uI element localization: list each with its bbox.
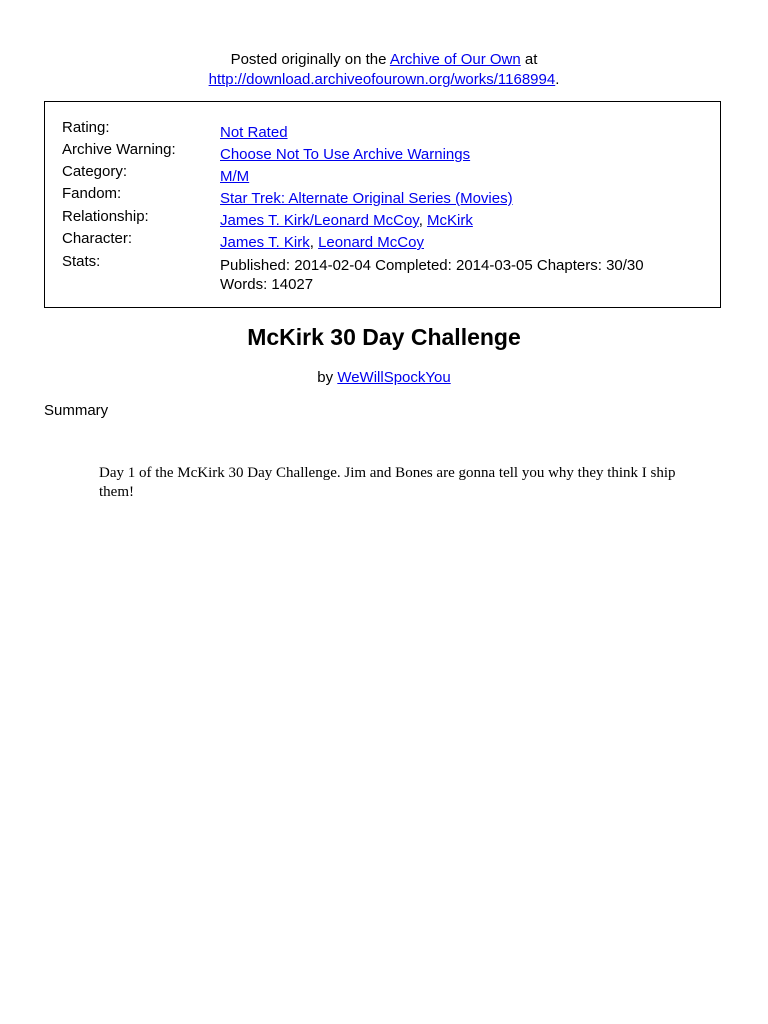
archive-of-our-own-link[interactable]: Archive of Our Own bbox=[389, 51, 521, 68]
category-label: Category: bbox=[62, 163, 128, 180]
category-value-container bbox=[220, 166, 690, 188]
archive-warning-label: Archive Warning: bbox=[62, 141, 176, 158]
character-separator: , bbox=[309, 234, 319, 251]
stats-label: Stats: bbox=[62, 253, 101, 270]
stats-line-2: Words: 14027 bbox=[220, 276, 314, 293]
byline-prefix: by bbox=[317, 369, 338, 386]
stats-line-1: Published: 2014-02-04 Completed: 2014-03-05 Chapters: 30/30 bbox=[220, 257, 644, 274]
posted-header bbox=[0, 50, 768, 90]
work-metadata-box bbox=[44, 101, 721, 308]
character-link-mccoy[interactable]: Leonard McCoy bbox=[318, 234, 424, 251]
rating-value-container bbox=[220, 122, 690, 144]
rating-link[interactable]: Not Rated bbox=[220, 124, 288, 141]
relationship-link-kirk-mccoy[interactable]: James T. Kirk/Leonard McCoy bbox=[220, 212, 419, 229]
header-middle: at bbox=[520, 51, 538, 68]
archive-warning-value-container bbox=[220, 144, 690, 166]
category-link[interactable]: M/M bbox=[220, 168, 250, 185]
author-link[interactable]: WeWillSpockYou bbox=[337, 369, 451, 386]
relationship-value-container bbox=[220, 210, 690, 232]
relationship-label: Relationship: bbox=[62, 208, 149, 225]
fandom-link[interactable]: Star Trek: Alternate Original Series (Movies) bbox=[220, 190, 513, 207]
stats-value bbox=[220, 256, 690, 294]
summary-text: Day 1 of the McKirk 30 Day Challenge. Jim and Bones are gonna tell you why they think I ship them! bbox=[99, 465, 676, 500]
fandom-label: Fandom: bbox=[62, 185, 122, 202]
work-title: McKirk 30 Day Challenge bbox=[247, 324, 521, 350]
relationship-link-mckirk[interactable]: McKirk bbox=[427, 212, 473, 229]
header-suffix: . bbox=[555, 71, 560, 88]
relationship-separator: , bbox=[418, 212, 428, 229]
rating-label: Rating: bbox=[62, 119, 110, 136]
work-url-link[interactable]: http://download.archiveofourown.org/works/1168994 bbox=[208, 71, 556, 88]
character-label: Character: bbox=[62, 230, 133, 247]
character-link-kirk[interactable]: James T. Kirk bbox=[220, 234, 310, 251]
archive-warning-link[interactable]: Choose Not To Use Archive Warnings bbox=[220, 146, 471, 163]
fandom-value-container bbox=[220, 188, 690, 210]
summary-heading: Summary bbox=[44, 402, 109, 419]
byline bbox=[0, 368, 768, 388]
character-value-container bbox=[220, 232, 690, 254]
header-prefix: Posted originally on the bbox=[230, 51, 390, 68]
